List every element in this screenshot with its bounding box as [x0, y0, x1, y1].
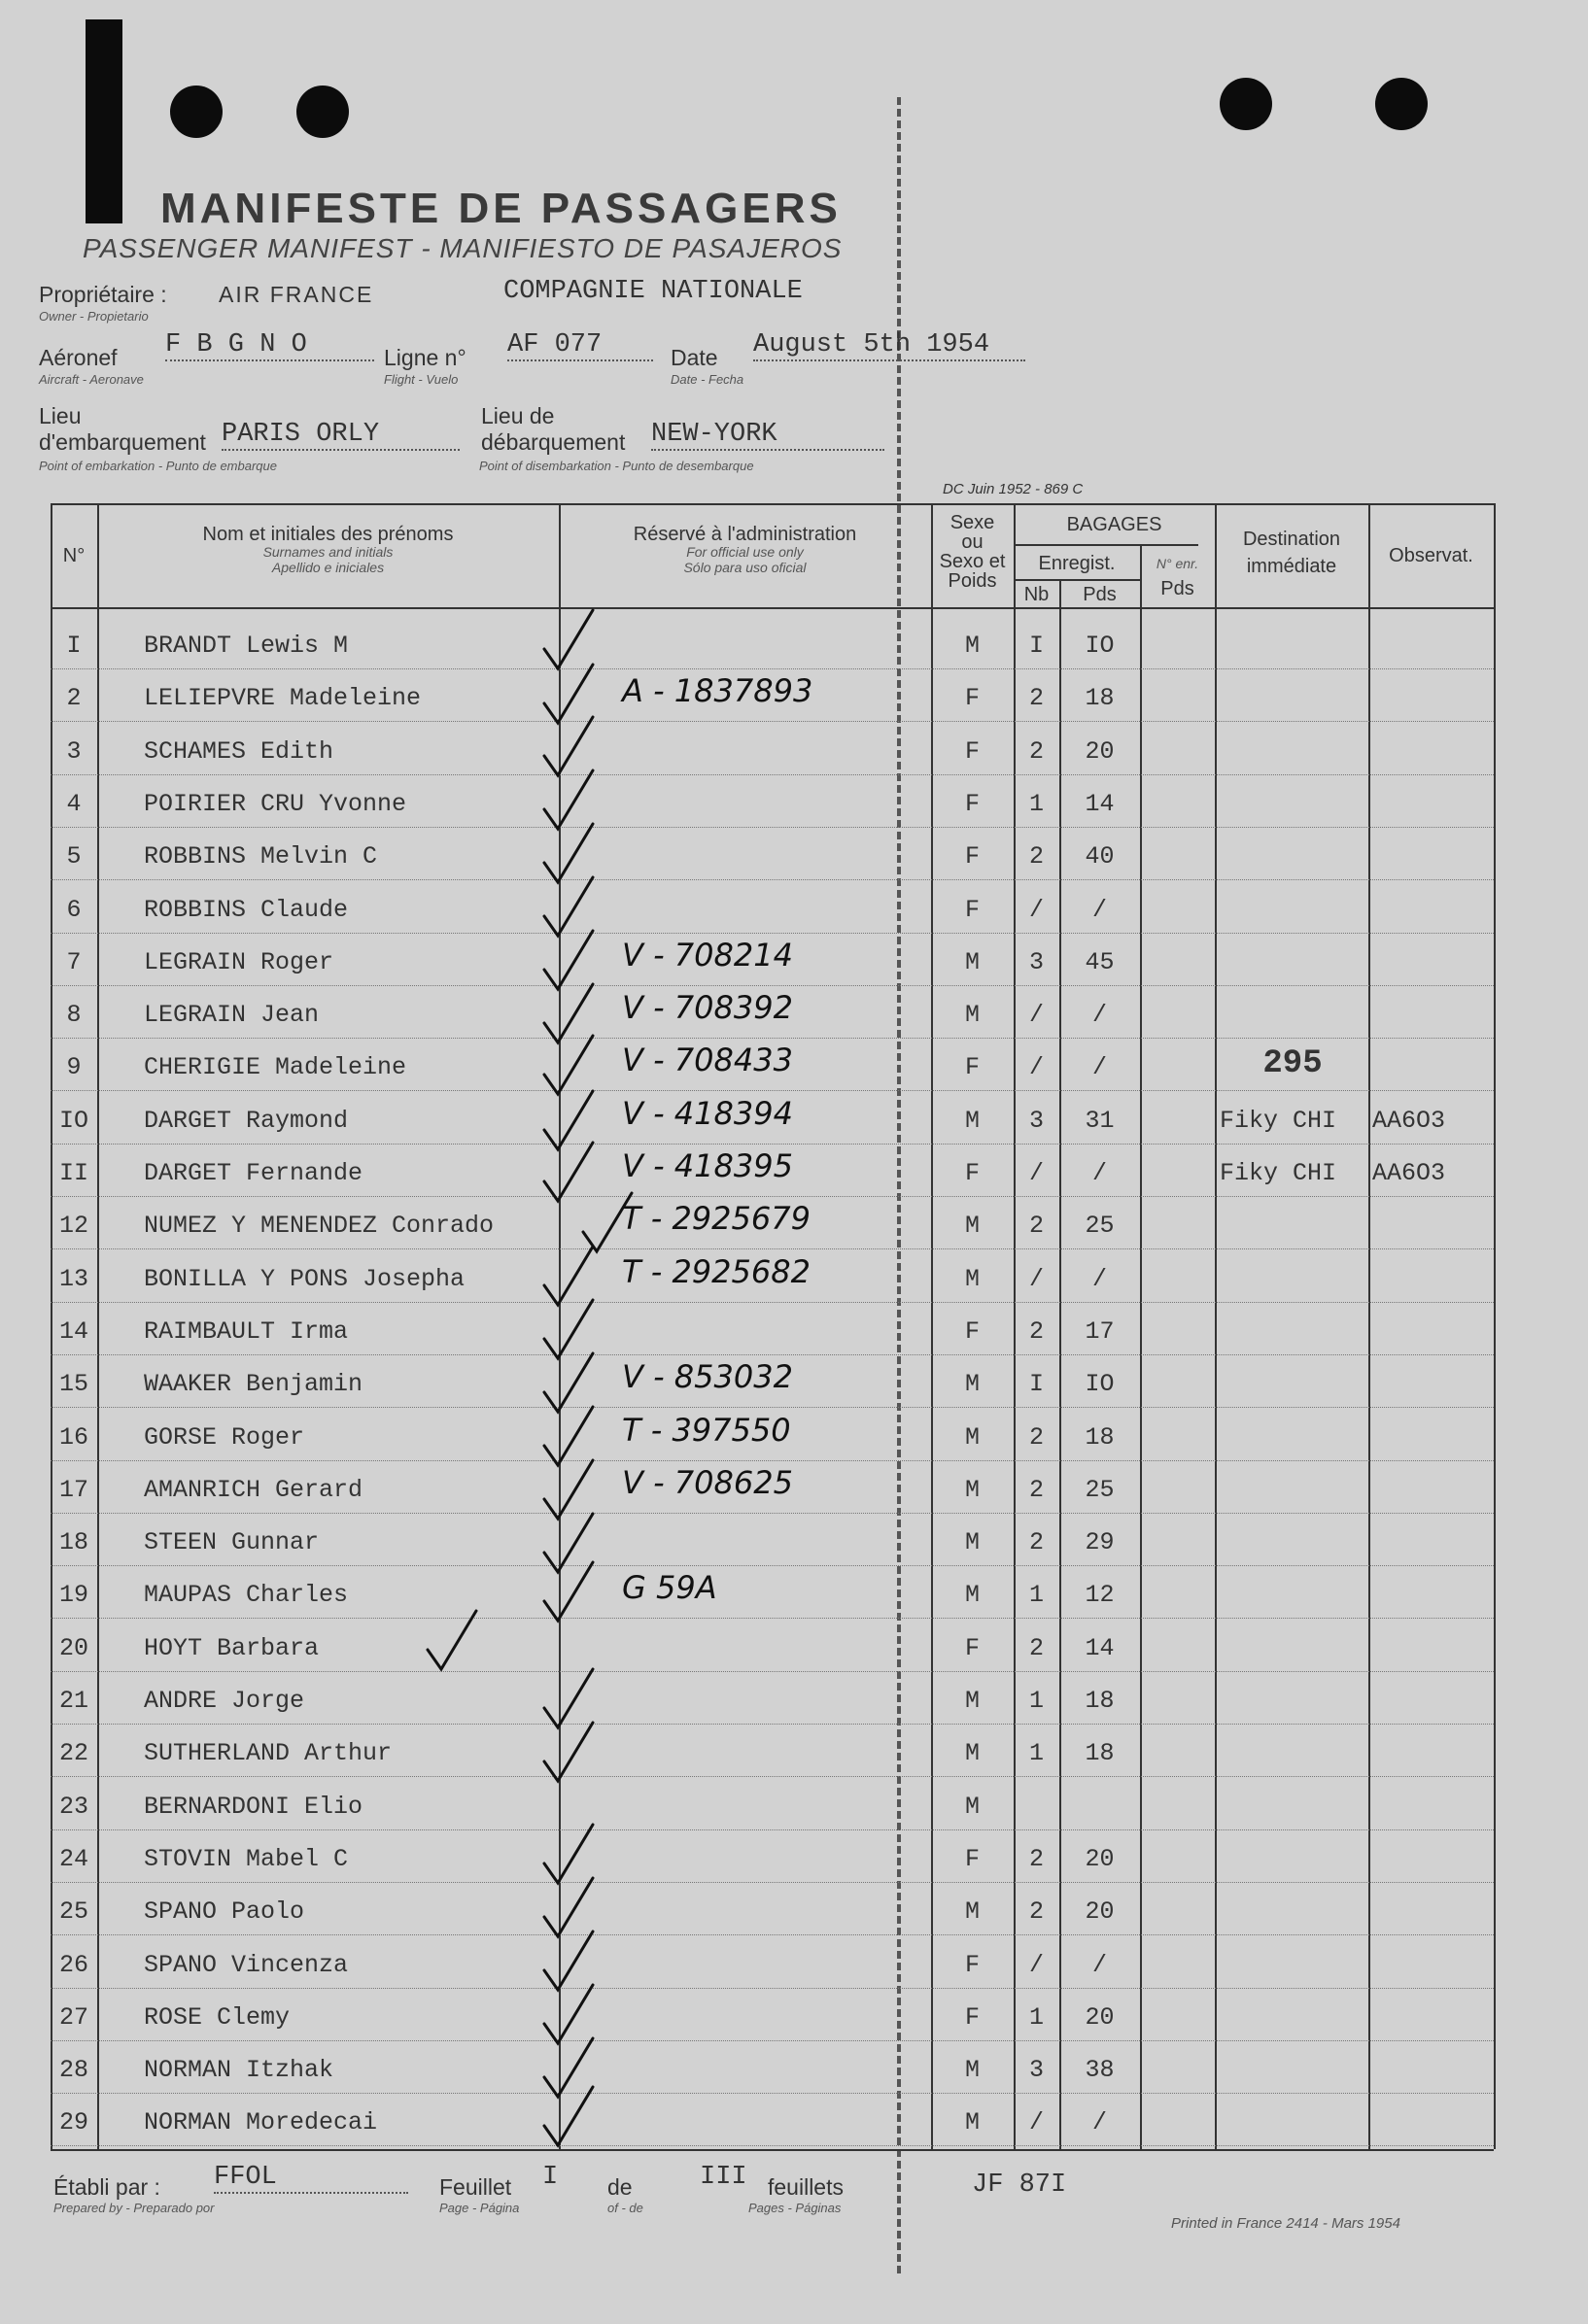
cell-no: 23 — [58, 1792, 88, 1821]
cell-baggage-nb: 2 — [1028, 1844, 1044, 1873]
cell-name: NUMEZ Y MENENDEZ Conrado — [144, 1212, 495, 1241]
owner-sub: Owner - Propietario — [39, 309, 149, 324]
cell-sex: F — [964, 1844, 980, 1873]
cell-name: STEEN Gunnar — [144, 1528, 320, 1557]
col-header-unreg-2: Pds — [1160, 578, 1194, 599]
cell-destination: Fiky CHI — [1220, 1106, 1337, 1135]
checkmark-icon — [544, 1407, 593, 1465]
cell-admin: T - 2925682 — [622, 1252, 811, 1290]
cell-baggage-pds: / — [1091, 895, 1107, 924]
cell-no: 5 — [66, 842, 82, 872]
cell-admin: A - 1837893 — [622, 672, 813, 710]
cell-sex: M — [964, 947, 980, 976]
aircraft-value: F B G N O — [165, 330, 374, 361]
embark-value: PARIS ORLY — [222, 420, 460, 451]
disembark-value: NEW-YORK — [651, 420, 884, 451]
cell-name: NORMAN Itzhak — [144, 2056, 334, 2085]
checkmark-icon — [544, 2038, 593, 2097]
cell-baggage-nb: 1 — [1028, 789, 1044, 818]
col-header-baggage: BAGAGES — [1066, 514, 1162, 535]
cell-baggage-pds: / — [1091, 1001, 1107, 1030]
col-header-name-es: Apellido e iniciales — [271, 560, 385, 575]
checkmark-icon — [544, 1562, 593, 1621]
cell-no: 3 — [66, 736, 82, 766]
cell-baggage-nb: 1 — [1028, 2002, 1044, 2032]
cell-sex: F — [964, 736, 980, 766]
checkmark-icon — [544, 1878, 593, 1936]
cell-baggage-pds: 29 — [1085, 1528, 1115, 1557]
cell-baggage-nb: / — [1028, 895, 1044, 924]
cell-baggage-pds: / — [1091, 1950, 1107, 1979]
col-header-dest-2: immédiate — [1246, 556, 1337, 577]
cell-baggage-pds: 18 — [1085, 1687, 1115, 1715]
cell-sex: M — [964, 1739, 980, 1768]
checkmark-icon — [544, 931, 593, 989]
cell-admin: T - 2925679 — [622, 1200, 811, 1238]
cell-admin: G 59A — [622, 1569, 717, 1607]
cell-baggage-nb: I — [1028, 1370, 1044, 1399]
col-header-admin-es: Sólo para uso oficial — [683, 560, 807, 575]
cell-no: 24 — [58, 1844, 88, 1873]
cell-sex: M — [964, 1475, 980, 1504]
cell-name: HOYT Barbara — [144, 1633, 320, 1662]
cell-no: 2 — [66, 684, 82, 713]
checkmark-icon — [544, 1247, 593, 1305]
checkmark-icon — [544, 824, 593, 882]
cell-sex: M — [964, 1897, 980, 1927]
cell-no: 9 — [66, 1053, 82, 1082]
cell-sex: F — [964, 895, 980, 924]
cell-baggage-pds: 40 — [1085, 842, 1115, 872]
cell-no: I — [66, 632, 82, 660]
cell-sex: M — [964, 1370, 980, 1399]
cell-baggage-nb: / — [1028, 2108, 1044, 2137]
cell-baggage-nb: 2 — [1028, 1633, 1044, 1662]
cell-baggage-nb: / — [1028, 1950, 1044, 1979]
cell-sex: F — [964, 842, 980, 872]
cell-baggage-nb: 1 — [1028, 1739, 1044, 1768]
document-title: MANIFESTE DE PASSAGERS — [160, 185, 842, 232]
col-header-no: N° — [62, 545, 86, 566]
cell-admin: T - 397550 — [622, 1411, 791, 1449]
aircraft-label: Aéronef — [39, 345, 118, 370]
cell-baggage-pds: / — [1091, 2108, 1107, 2137]
checkmark-icon — [583, 1193, 632, 1251]
cell-admin: V - 708433 — [622, 1042, 793, 1079]
checkmark-icon — [544, 1143, 593, 1201]
col-header-sex-2: ou — [961, 531, 984, 553]
cell-baggage-nb: 2 — [1028, 1316, 1044, 1346]
cell-name: POIRIER CRU Yvonne — [144, 789, 407, 818]
cell-name: DARGET Fernande — [144, 1159, 363, 1187]
col-header-registered: Enregist. — [1038, 553, 1116, 574]
cell-name: RAIMBAULT Irma — [144, 1316, 349, 1346]
disembark-sub: Point of disembarkation - Punto de desembarque — [479, 459, 754, 473]
col-header-observations: Observat. — [1389, 545, 1473, 566]
sheet-sub: Page - Página — [439, 2201, 520, 2215]
cell-sex: M — [964, 1264, 980, 1293]
cell-baggage-pds: 20 — [1085, 736, 1115, 766]
cell-name: SPANO Paolo — [144, 1897, 305, 1927]
checkmark-icon — [544, 1669, 593, 1727]
cell-baggage-nb: 2 — [1028, 684, 1044, 713]
cell-sex: M — [964, 1106, 980, 1135]
cell-name: GORSE Roger — [144, 1422, 305, 1452]
cell-name: ROSE Clemy — [144, 2002, 291, 2032]
flight-sub: Flight - Vuelo — [384, 372, 459, 387]
cell-baggage-pds: / — [1091, 1159, 1107, 1187]
cell-no: 13 — [58, 1264, 88, 1293]
col-header-admin-en: For official use only — [686, 544, 804, 560]
cell-no: 12 — [58, 1212, 88, 1241]
aircraft-sub: Aircraft - Aeronave — [39, 372, 144, 387]
cell-no: 21 — [58, 1687, 88, 1715]
cell-no: 8 — [66, 1001, 82, 1030]
cell-name: BRANDT Lewis M — [144, 632, 349, 660]
cell-name: MAUPAS Charles — [144, 1581, 349, 1610]
checkmark-icon — [544, 1300, 593, 1358]
cell-sex: M — [964, 632, 980, 660]
cell-no: 17 — [58, 1475, 88, 1504]
date-label: Date — [671, 345, 718, 370]
cell-baggage-nb: 2 — [1028, 1475, 1044, 1504]
col-header-pds: Pds — [1083, 584, 1117, 605]
cell-baggage-pds: 14 — [1085, 789, 1115, 818]
cell-name: LELIEPVRE Madeleine — [144, 684, 422, 713]
col-header-sex-1: Sexe — [949, 512, 995, 533]
checkmark-icon — [544, 1353, 593, 1412]
cell-sex: M — [964, 1528, 980, 1557]
col-header-admin-fr: Réservé à l'administration — [633, 524, 857, 545]
cell-no: 26 — [58, 1950, 88, 1979]
cell-no: 4 — [66, 789, 82, 818]
col-header-dest-1: Destination — [1242, 529, 1341, 550]
cell-baggage-pds: / — [1091, 1053, 1107, 1082]
col-header-sex-4: Poids — [948, 570, 997, 592]
cell-baggage-nb: 3 — [1028, 2056, 1044, 2085]
cell-name: BONILLA Y PONS Josepha — [144, 1264, 466, 1293]
cell-baggage-nb: 1 — [1028, 1687, 1044, 1715]
flight-label: Ligne n° — [384, 345, 466, 370]
embark-label-2: d'embarquement — [39, 429, 206, 455]
cell-admin: V - 418395 — [622, 1147, 793, 1184]
owner-value: AIR FRANCE — [219, 282, 374, 307]
cell-name: CHERIGIE Madeleine — [144, 1053, 407, 1082]
cell-name: LEGRAIN Roger — [144, 947, 334, 976]
cell-baggage-pds: IO — [1085, 1370, 1115, 1399]
embark-sub: Point of embarkation - Punto de embarque — [39, 459, 277, 473]
checkmark-icon — [544, 2087, 593, 2145]
checkmark-icon — [544, 1514, 593, 1572]
col-header-nb: Nb — [1023, 584, 1050, 605]
cell-admin: V - 708392 — [622, 989, 793, 1027]
cell-destination: Fiky CHI — [1220, 1159, 1337, 1187]
date-sub: Date - Fecha — [671, 372, 744, 387]
cell-no: 6 — [66, 895, 82, 924]
cell-name: NORMAN Moredecai — [144, 2108, 378, 2137]
checkmark-icon — [544, 1460, 593, 1519]
cell-name: ROBBINS Melvin C — [144, 842, 378, 872]
cell-baggage-nb: 2 — [1028, 1422, 1044, 1452]
cell-name: STOVIN Mabel C — [144, 1844, 349, 1873]
cell-no: IO — [58, 1106, 88, 1135]
sheet-value: I — [542, 2163, 559, 2192]
checkmark-icon — [544, 1931, 593, 1990]
cell-sex: F — [964, 789, 980, 818]
pages-label: feuillets — [768, 2174, 844, 2200]
cell-destination: 295 — [1262, 1045, 1323, 1083]
cell-baggage-nb: / — [1028, 1053, 1044, 1082]
cell-baggage-pds: 38 — [1085, 2056, 1115, 2085]
cell-sex: M — [964, 1792, 980, 1821]
cell-baggage-pds: IO — [1085, 632, 1115, 660]
cell-no: 18 — [58, 1528, 88, 1557]
cell-baggage-nb: 2 — [1028, 1528, 1044, 1557]
cell-no: 16 — [58, 1422, 88, 1452]
cell-baggage-nb: 2 — [1028, 1212, 1044, 1241]
cell-sex: M — [964, 1422, 980, 1452]
cell-baggage-nb: 2 — [1028, 736, 1044, 766]
cell-observations: AA6O3 — [1372, 1159, 1446, 1187]
checkmark-icon — [544, 665, 593, 723]
col-header-unreg-1: N° enr. — [1156, 556, 1199, 571]
cell-no: 15 — [58, 1370, 88, 1399]
cell-sex: M — [964, 2108, 980, 2137]
checkmark-icon — [544, 1723, 593, 1781]
checkmark-icon — [544, 610, 593, 668]
prepared-value: FFOL — [214, 2163, 408, 2194]
cell-no: 29 — [58, 2108, 88, 2137]
checkmark-icon — [544, 984, 593, 1042]
cell-sex: F — [964, 2002, 980, 2032]
cell-sex: F — [964, 684, 980, 713]
prepared-label: Établi par : — [53, 2174, 160, 2200]
cell-no: 19 — [58, 1581, 88, 1610]
disembark-label-1: Lieu de — [481, 403, 555, 428]
prepared-sub: Prepared by - Preparado por — [53, 2201, 215, 2215]
cell-baggage-pds: 20 — [1085, 1844, 1115, 1873]
cell-baggage-pds: 18 — [1085, 1422, 1115, 1452]
checkmark-icon — [428, 1611, 476, 1669]
cell-baggage-nb: 2 — [1028, 1897, 1044, 1927]
cell-sex: F — [964, 1316, 980, 1346]
date-value: August 5th 1954 — [753, 330, 1025, 361]
cell-baggage-pds: 17 — [1085, 1316, 1115, 1346]
cell-name: BERNARDONI Elio — [144, 1792, 363, 1821]
flight-code: JF 87I — [972, 2170, 1067, 2200]
cell-name: ANDRE Jorge — [144, 1687, 305, 1715]
company-name: COMPAGNIE NATIONALE — [503, 277, 803, 306]
embark-label-1: Lieu — [39, 403, 82, 428]
document-subtitle: PASSENGER MANIFEST - MANIFIESTO DE PASAJEROS — [83, 233, 843, 263]
form-reference: DC Juin 1952 - 869 C — [943, 481, 1084, 497]
disembark-label-2: débarquement — [481, 429, 626, 455]
cell-baggage-pds: 20 — [1085, 1897, 1115, 1927]
cell-name: DARGET Raymond — [144, 1106, 349, 1135]
cell-sex: M — [964, 1001, 980, 1030]
checkmark-icon — [544, 1985, 593, 2043]
cell-admin: V - 418394 — [622, 1094, 793, 1132]
col-header-name-fr: Nom et initiales des prénoms — [202, 524, 454, 545]
cell-sex: M — [964, 1581, 980, 1610]
cell-baggage-pds: 18 — [1085, 684, 1115, 713]
cell-sex: F — [964, 1159, 980, 1187]
owner-label: Propriétaire : — [39, 282, 167, 307]
cell-sex: F — [964, 1950, 980, 1979]
cell-baggage-nb: 3 — [1028, 1106, 1044, 1135]
cell-sex: M — [964, 1212, 980, 1241]
of-sub: of - de — [607, 2201, 643, 2215]
sheet-label: Feuillet — [439, 2174, 512, 2200]
printed-note: Printed in France 2414 - Mars 1954 — [1171, 2215, 1400, 2232]
cell-no: 22 — [58, 1739, 88, 1768]
checkmark-icon — [544, 1036, 593, 1094]
cell-name: LEGRAIN Jean — [144, 1001, 320, 1030]
cell-sex: M — [964, 2056, 980, 2085]
cell-baggage-nb: 1 — [1028, 1581, 1044, 1610]
pages-sub: Pages - Páginas — [748, 2201, 842, 2215]
checkmark-icon — [544, 877, 593, 936]
cell-baggage-nb: / — [1028, 1264, 1044, 1293]
checkmark-icon — [544, 1091, 593, 1149]
cell-baggage-nb: 3 — [1028, 947, 1044, 976]
cell-baggage-pds: 31 — [1085, 1106, 1115, 1135]
cell-no: 20 — [58, 1633, 88, 1662]
cell-no: 7 — [66, 947, 82, 976]
cell-name: ROBBINS Claude — [144, 895, 349, 924]
checkmark-icon — [544, 717, 593, 775]
cell-no: II — [58, 1159, 88, 1187]
cell-baggage-nb: I — [1028, 632, 1044, 660]
cell-name: AMANRICH Gerard — [144, 1475, 363, 1504]
cell-baggage-pds: 45 — [1085, 947, 1115, 976]
cell-baggage-pds: 14 — [1085, 1633, 1115, 1662]
cell-baggage-pds: 20 — [1085, 2002, 1115, 2032]
cell-no: 28 — [58, 2056, 88, 2085]
cell-observations: AA6O3 — [1372, 1106, 1446, 1135]
cell-sex: M — [964, 1687, 980, 1715]
cell-baggage-pds: 25 — [1085, 1475, 1115, 1504]
cell-name: SUTHERLAND Arthur — [144, 1739, 393, 1768]
checkmark-icon — [544, 770, 593, 829]
total-sheets-value: III — [700, 2163, 747, 2192]
cell-no: 27 — [58, 2002, 88, 2032]
cell-no: 25 — [58, 1897, 88, 1927]
cell-name: SPANO Vincenza — [144, 1950, 349, 1979]
of-label: de — [607, 2174, 633, 2200]
cell-no: 14 — [58, 1316, 88, 1346]
cell-sex: F — [964, 1053, 980, 1082]
cell-baggage-pds: 25 — [1085, 1212, 1115, 1241]
cell-baggage-pds: 12 — [1085, 1581, 1115, 1610]
col-header-name-en: Surnames and initials — [262, 544, 394, 560]
cell-baggage-pds: / — [1091, 1264, 1107, 1293]
cell-name: SCHAMES Edith — [144, 736, 334, 766]
cell-sex: F — [964, 1633, 980, 1662]
flight-value: AF 077 — [507, 330, 653, 361]
checkmark-icon — [544, 1825, 593, 1883]
cell-admin: V - 853032 — [622, 1358, 793, 1396]
cell-admin: V - 708625 — [622, 1463, 793, 1501]
cell-baggage-nb: / — [1028, 1159, 1044, 1187]
cell-baggage-nb: / — [1028, 1001, 1044, 1030]
cell-admin: V - 708214 — [622, 936, 793, 974]
col-header-sex-3: Sexo et — [939, 551, 1006, 572]
cell-name: WAAKER Benjamin — [144, 1370, 363, 1399]
cell-baggage-pds: 18 — [1085, 1739, 1115, 1768]
cell-baggage-nb: 2 — [1028, 842, 1044, 872]
